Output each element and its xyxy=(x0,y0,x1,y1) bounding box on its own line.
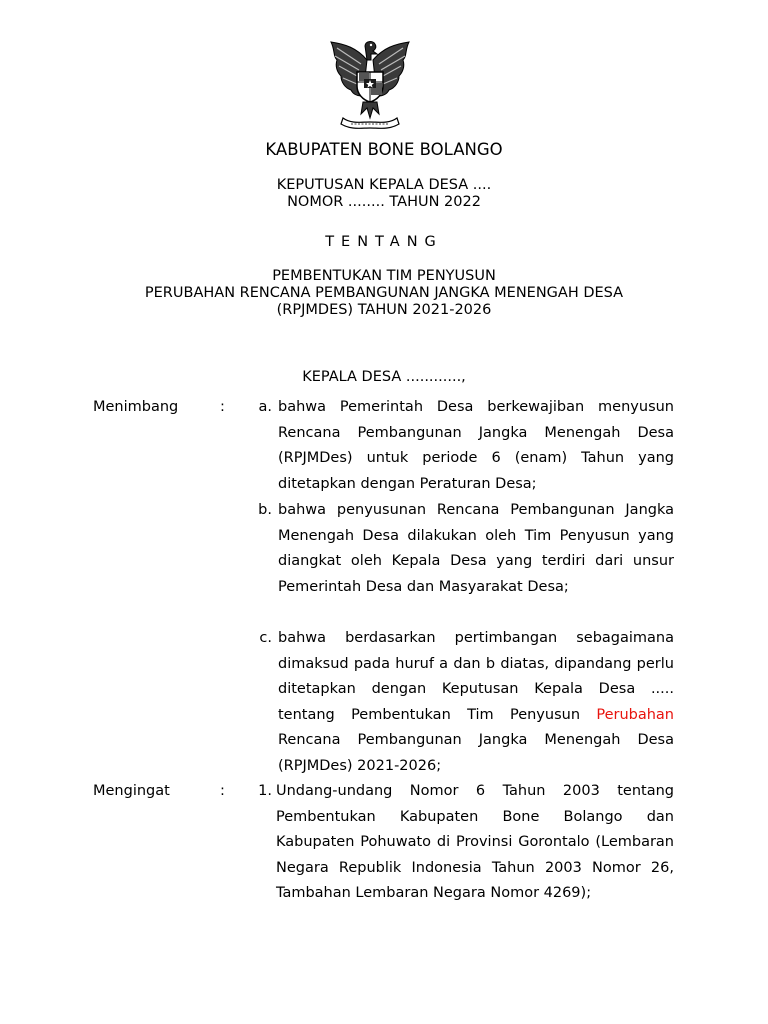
item-c-text xyxy=(278,626,674,780)
tentang-heading: TENTANG xyxy=(325,234,443,250)
item-b-text: bahwa penyusunan Rencana Pembangunan Jangka Menengah Desa dilakukan oleh Tim Penyusun yang diangkat oleh Kepala Desa yang terdiri dari unsur Pemerintah Desa dan Masyarakat Desa; xyxy=(278,502,674,595)
item-a-marker: a. xyxy=(258,399,272,415)
item-a-text: bahwa Pemerintah Desa berkewajiban menyusun Rencana Pembangunan Jangka Menengah Desa (RPJMDes) untuk periode 6 (enam) Tahun yang ditetapkan dengan Peraturan Desa; xyxy=(278,399,674,492)
subject-line-3: (RPJMDES) TAHUN 2021-2026 xyxy=(276,302,492,318)
number-line: NOMOR ........ TAHUN 2022 xyxy=(287,194,481,210)
regency-title: KABUPATEN BONE BOLANGO xyxy=(265,140,503,159)
menimbang-colon: : xyxy=(220,399,225,415)
item-b-marker: b. xyxy=(258,502,272,518)
subject-line-2: PERUBAHAN RENCANA PEMBANGUNAN JANGKA MENENGAH DESA xyxy=(144,285,624,301)
mengingat-label: Mengingat xyxy=(93,783,170,799)
item-c-highlight: Perubahan xyxy=(596,706,674,723)
item-1-text: Undang-undang Nomor 6 Tahun 2003 tentang Pembentukan Kabupaten Bone Bolango dan Kabupaten Pohuwato di Provinsi Gorontalo (Lembaran Negara Republik Indonesia Tahun 2003 Nomor 26, Tambahan Lembaran Negara Nomor 4269); xyxy=(276,783,674,902)
item-c-marker: c. xyxy=(259,630,272,646)
item-1-marker: 1. xyxy=(258,783,272,799)
subject-line-1: PEMBENTUKAN TIM PENYUSUN xyxy=(272,268,496,284)
head-of-village-line: KEPALA DESA ............, xyxy=(302,369,466,385)
menimbang-label: Menimbang xyxy=(93,399,179,415)
item-c-text-after: Rencana Pembangunan Jangka Menengah Desa (RPJMDes) 2021-2026; xyxy=(278,732,674,774)
decree-line: KEPUTUSAN KEPALA DESA .... xyxy=(276,177,492,193)
item-c-text-before: bahwa berdasarkan pertimbangan sebagaimana dimaksud pada huruf a dan b diatas, dipandang perlu ditetapkan dengan Keputusan Kepala Desa ..... tentang Pembentukan Tim Penyusun xyxy=(278,630,674,723)
mengingat-colon: : xyxy=(220,783,225,799)
garuda-emblem-icon xyxy=(327,38,413,130)
